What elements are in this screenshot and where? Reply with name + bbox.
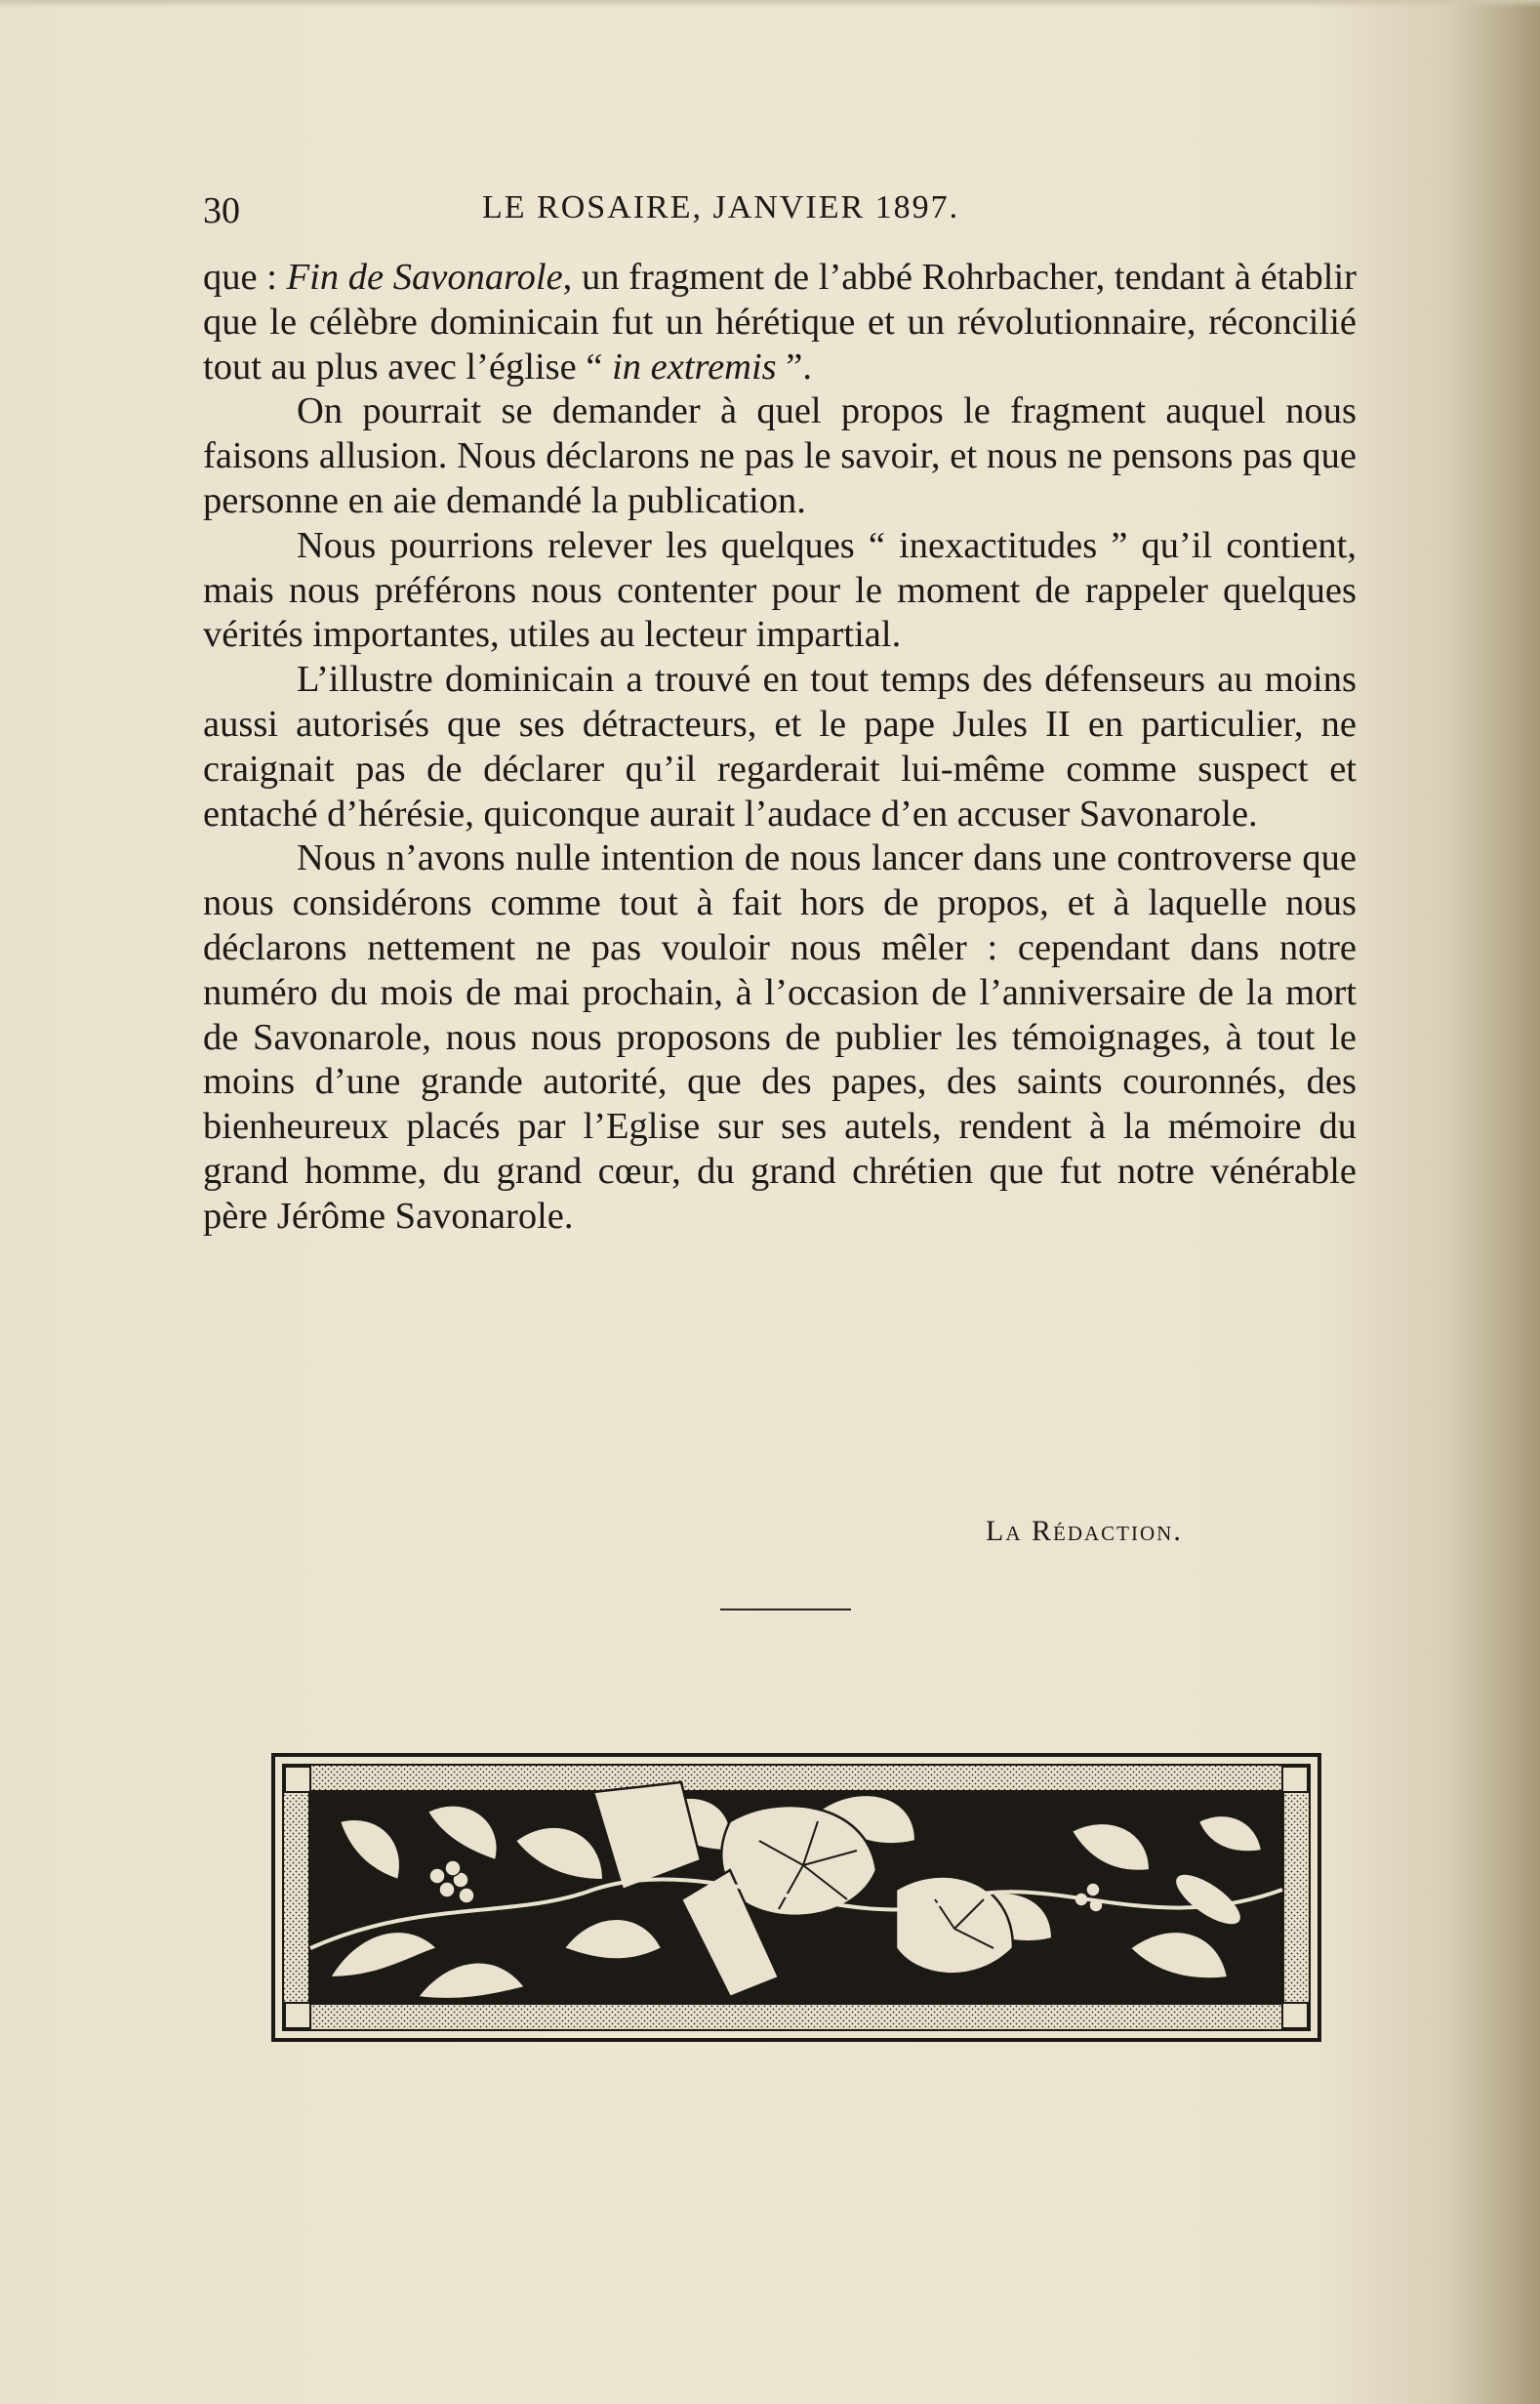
signature: La Rédaction. bbox=[986, 1515, 1183, 1547]
paragraph-2: On pourrait se demander à quel propos le fragment auquel nous faisons allusion. Nous déclarons ne pas le savoir, et nous ne pensons pas que personne en aie demandé la publication. bbox=[203, 390, 1357, 521]
floral-ornament bbox=[271, 1753, 1321, 2042]
page-number: 30 bbox=[203, 190, 240, 231]
article-body bbox=[203, 256, 1357, 1240]
paragraph-1 bbox=[203, 256, 1357, 389]
p1-tail: ”. bbox=[776, 346, 813, 387]
p1-italic-phrase: in extremis bbox=[612, 346, 777, 387]
p1-italic-title: Fin de Savonarole bbox=[286, 257, 563, 298]
paragraph-3: Nous pourrions relever les quelques “ inexactitudes ” qu’il contient, mais nous préférons nous contenter pour le moment de rappeler quelques vérités importantes, utiles au lecteur impartial. bbox=[203, 524, 1357, 656]
p1-mid: , un fragment de l’abbé Rohrbacher, tendant à établir que le célèbre dominicain fut un hérétique et un révolutionnaire, réconcilié tout au plus avec l’église “ bbox=[203, 257, 1357, 387]
separator-rule bbox=[720, 1609, 851, 1610]
p1-lead: que : bbox=[203, 257, 287, 298]
page-top-edge bbox=[0, 0, 1540, 8]
running-title: LE ROSAIRE, JANVIER 1897. bbox=[482, 189, 960, 225]
paragraph-4: L’illustre dominicain a trouvé en tout temps des défenseurs au moins aussi autorisés que ses détracteurs, et le pape Jules II en particulier, ne craignait pas de déclarer qu’il regarderait lui-même comme suspect et entaché d’hérésie, quiconque aurait l’audace d’en accuser Savonarole. bbox=[203, 659, 1357, 835]
running-head bbox=[203, 180, 1013, 231]
paragraph-5: Nous n’avons nulle intention de nous lancer dans une controverse que nous considérons comme tout à fait hors de propos, et à laquelle nous déclarons nettement ne pas vouloir nous mêler : cependant dans notre numéro du mois de mai prochain, à l’occasion de l’anniversaire de la mort de Savonarole, nous nous proposons de publier les témoignages, à tout le moins d’une grande autorité, que des papes, des saints couronnés, des bienheureux placés par l’Eglise sur ses autels, rendent à la mémoire du grand homme, du grand cœur, du grand chrétien que fut notre vénérable père Jérôme Savonarole. bbox=[203, 837, 1357, 1237]
